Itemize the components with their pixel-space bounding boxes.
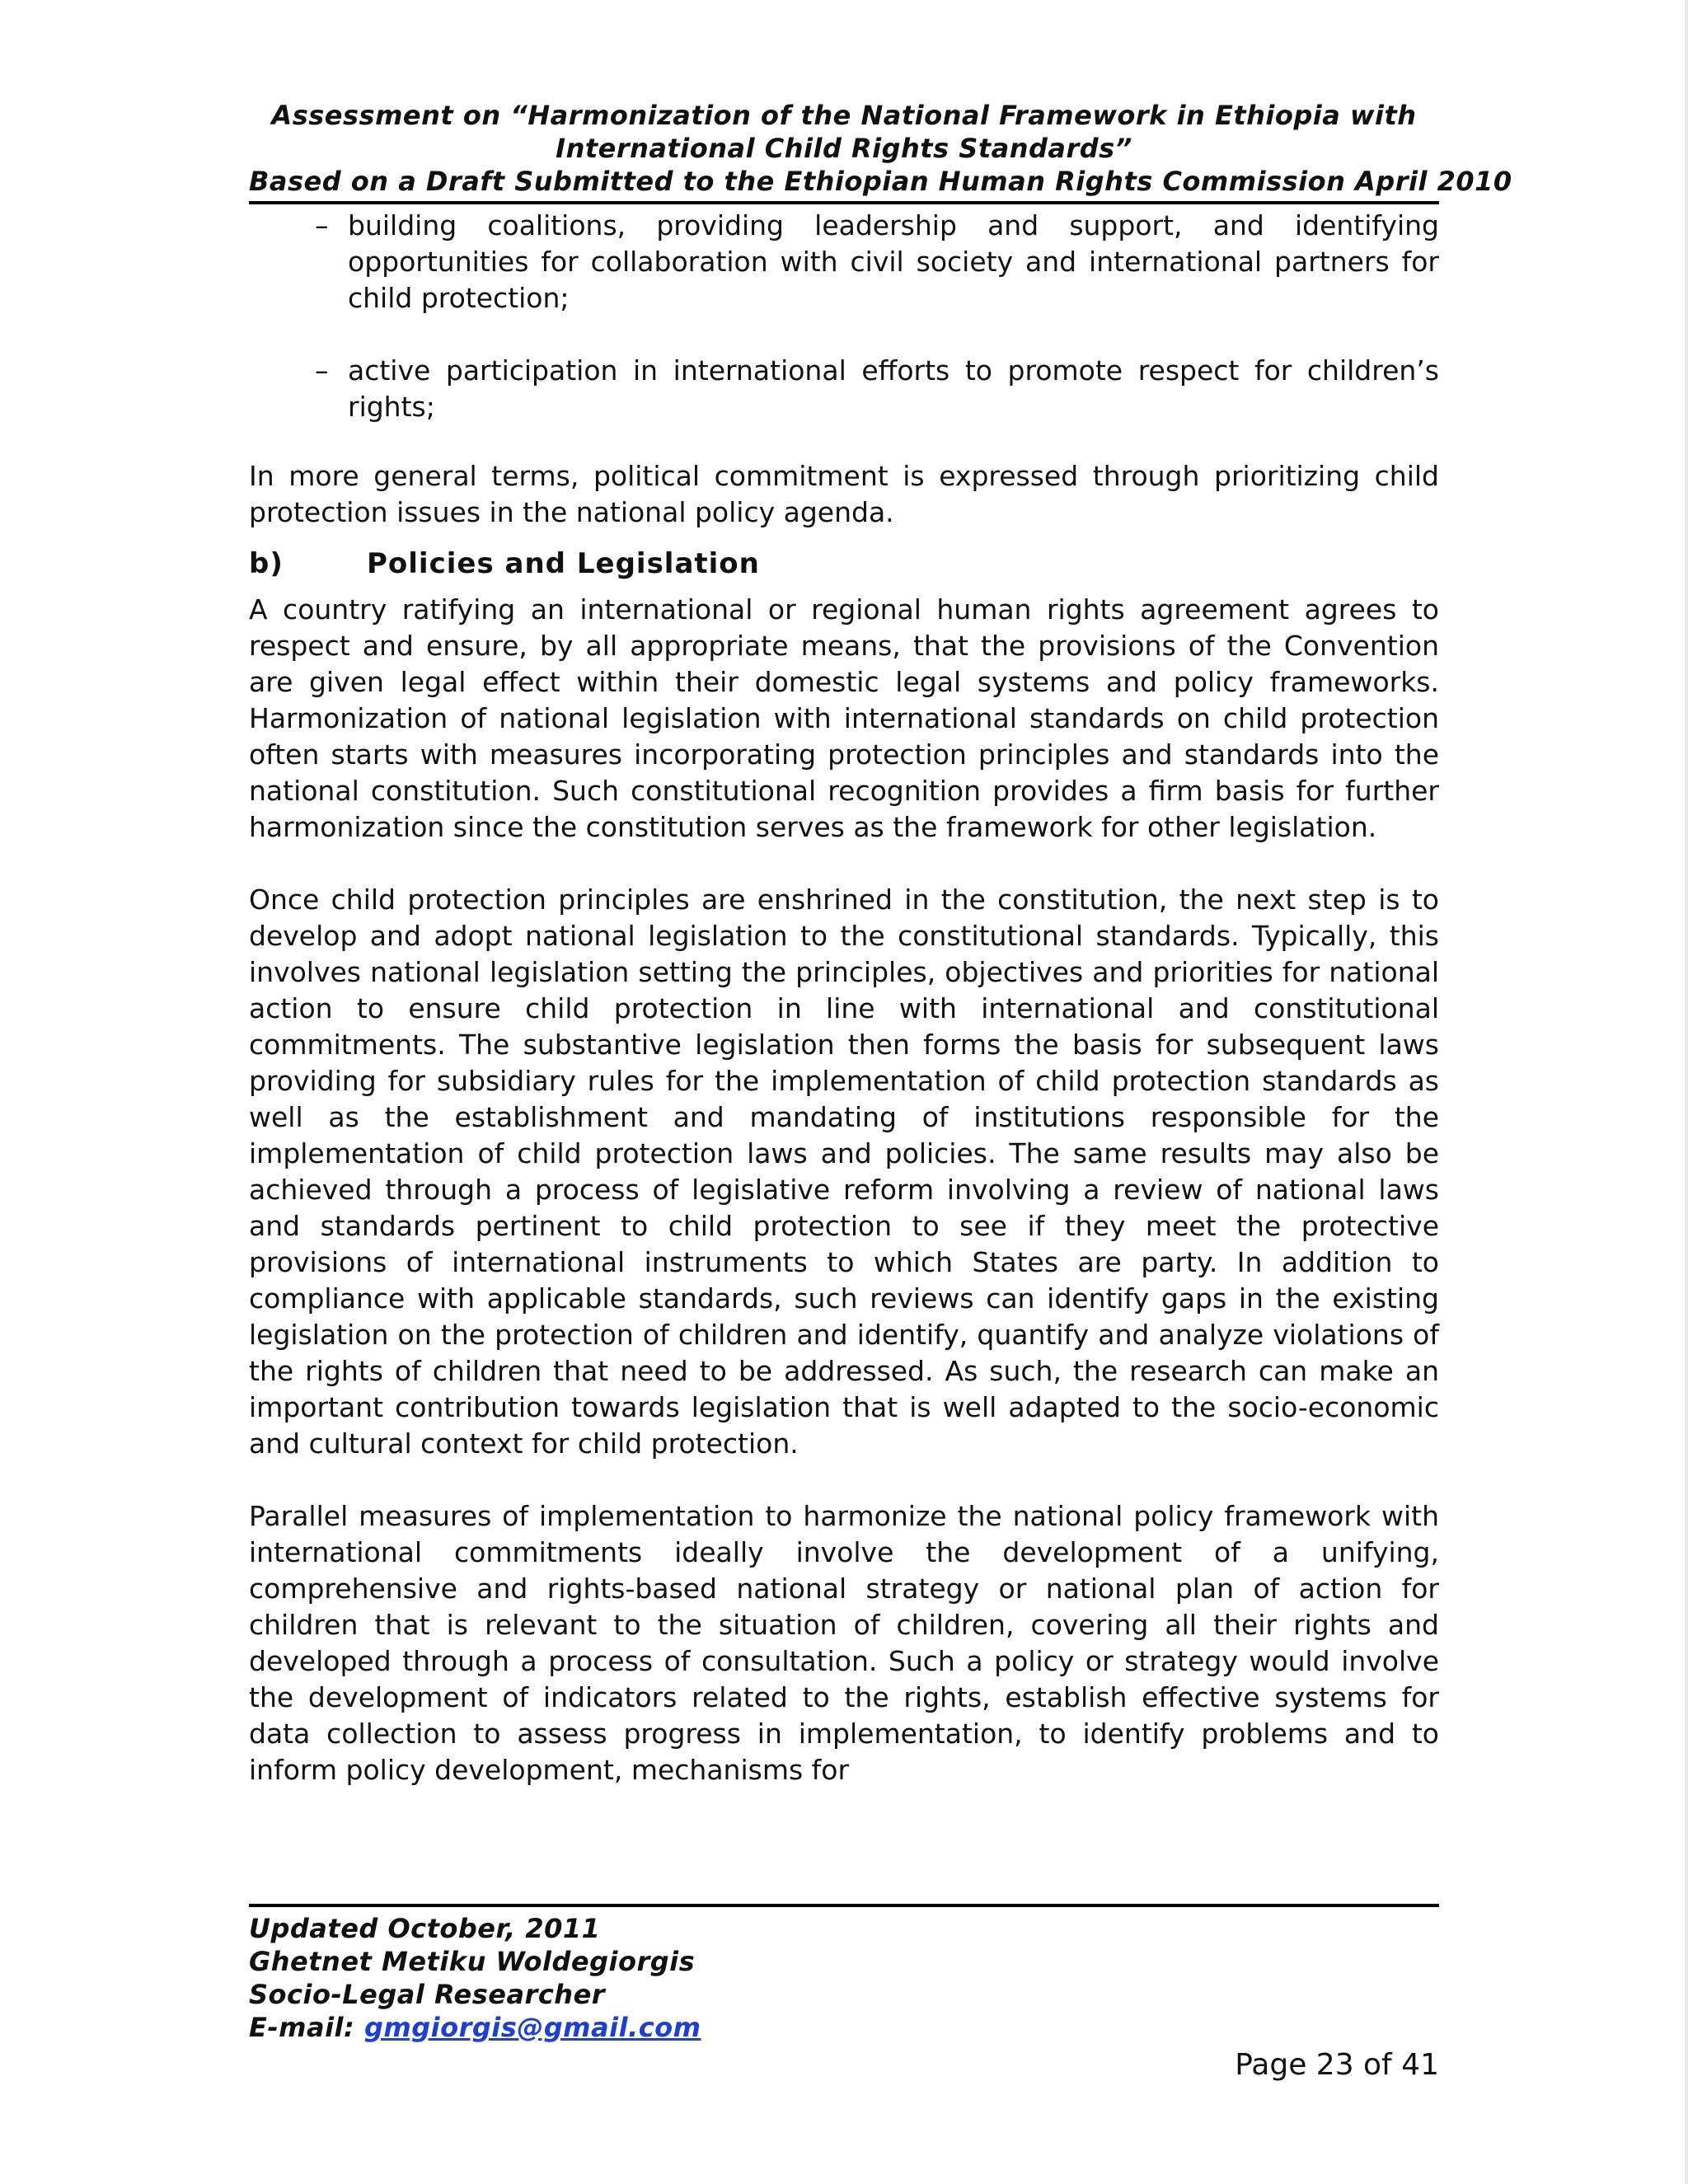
- footer-role: Socio-Legal Researcher: [249, 1979, 606, 2010]
- page-header: [249, 99, 1512, 204]
- footer-updated: Updated October, 2011: [249, 1913, 601, 1944]
- page-edge: [1685, 0, 1688, 2184]
- paragraph: Once child protection principles are enshrined in the constitution, the next step is to develop and adopt national legislation to the constitutional standards. Typically, this involves national legislation setting the principles, objectives and priorities for national action to ensure child protection in line with international and constitutional commitments. The substantive legislation then forms the basis for subsequent laws providing for subsidiary rules for the implementation of child protection standards as well as the establishment and mandating of institutions responsible for the implementation of child protection laws and policies. The same results may also be achieved through a process of legislative reform involving a review of national laws and standards pertinent to child protection to see if they meet the protective provisions of international instruments to which States are party. In addition to compliance with applicable standards, such reviews can identify gaps in the existing legislation on the protection of children and identify, quantify and analyze violations of the rights of children that need to be addressed. As such, the research can make an important contribution towards legislation that is well adapted to the socio-economic and cultural context for child protection.: [249, 883, 1439, 1460]
- bullet-dash: –: [315, 354, 329, 387]
- footer-email-label: E-mail:: [249, 2012, 355, 2043]
- bullet-dash: –: [315, 209, 329, 241]
- paragraph: Parallel measures of implementation to harmonize the national policy framework with international commitments ideally involve the development of a unifying, comprehensive and rights-based national strategy or national plan of action for children that is relevant to the situation of children, covering all their rights and developed through a process of consultation. Such a policy or strategy would involve the development of indicators related to the rights, establish effective systems for data collection to assess progress in implementation, to identify problems and to inform policy development, mechanisms for: [249, 1500, 1439, 1786]
- bullet-item: [249, 353, 1439, 425]
- bullet-item: [249, 208, 1439, 316]
- header-title-line-2: International Child Rights Standards”: [556, 133, 1132, 164]
- section-heading: [249, 546, 1439, 582]
- bullet-text: building coalitions, providing leadership and support, and identifying opportunities for collaboration with civil society and international partners for child protection;: [348, 209, 1439, 314]
- section-title: Policies and Legislation: [367, 547, 760, 580]
- document-body: [249, 208, 1439, 1788]
- page-number: Page 23 of 41: [1235, 2048, 1439, 2082]
- header-subtitle: Based on a Draft Submitted to the Ethiopian Human Rights Commission April 2010: [249, 166, 1512, 197]
- footer-divider: [249, 1904, 1439, 1907]
- bullet-text: active participation in international efforts to promote respect for children’s rights;: [348, 354, 1439, 423]
- header-title-line-1: Assessment on “Harmonization of the National Framework in Ethiopia with: [271, 100, 1417, 131]
- section-number: b): [249, 547, 284, 580]
- paragraph: A country ratifying an international or regional human rights agreement agrees to respect and ensure, by all appropriate means, that the provisions of the Convention are given legal effect within their domestic legal systems and policy frameworks. Harmonization of national legislation with international standards on child protection often starts with measures incorporating protection principles and standards into the national constitution. Such constitutional recognition provides a firm basis for further harmonization since the constitution serves as the framework for other legislation.: [249, 593, 1439, 843]
- page-footer: [249, 1912, 991, 2044]
- footer-email-link[interactable]: gmgiorgis@gmail.com: [363, 2012, 701, 2043]
- footer-email-line: [249, 2011, 991, 2044]
- footer-author: Ghetnet Metiku Woldegiorgis: [249, 1946, 696, 1977]
- paragraph-general: In more general terms, political commitment is expressed through prioritizing child protection issues in the national policy agenda.: [249, 460, 1439, 528]
